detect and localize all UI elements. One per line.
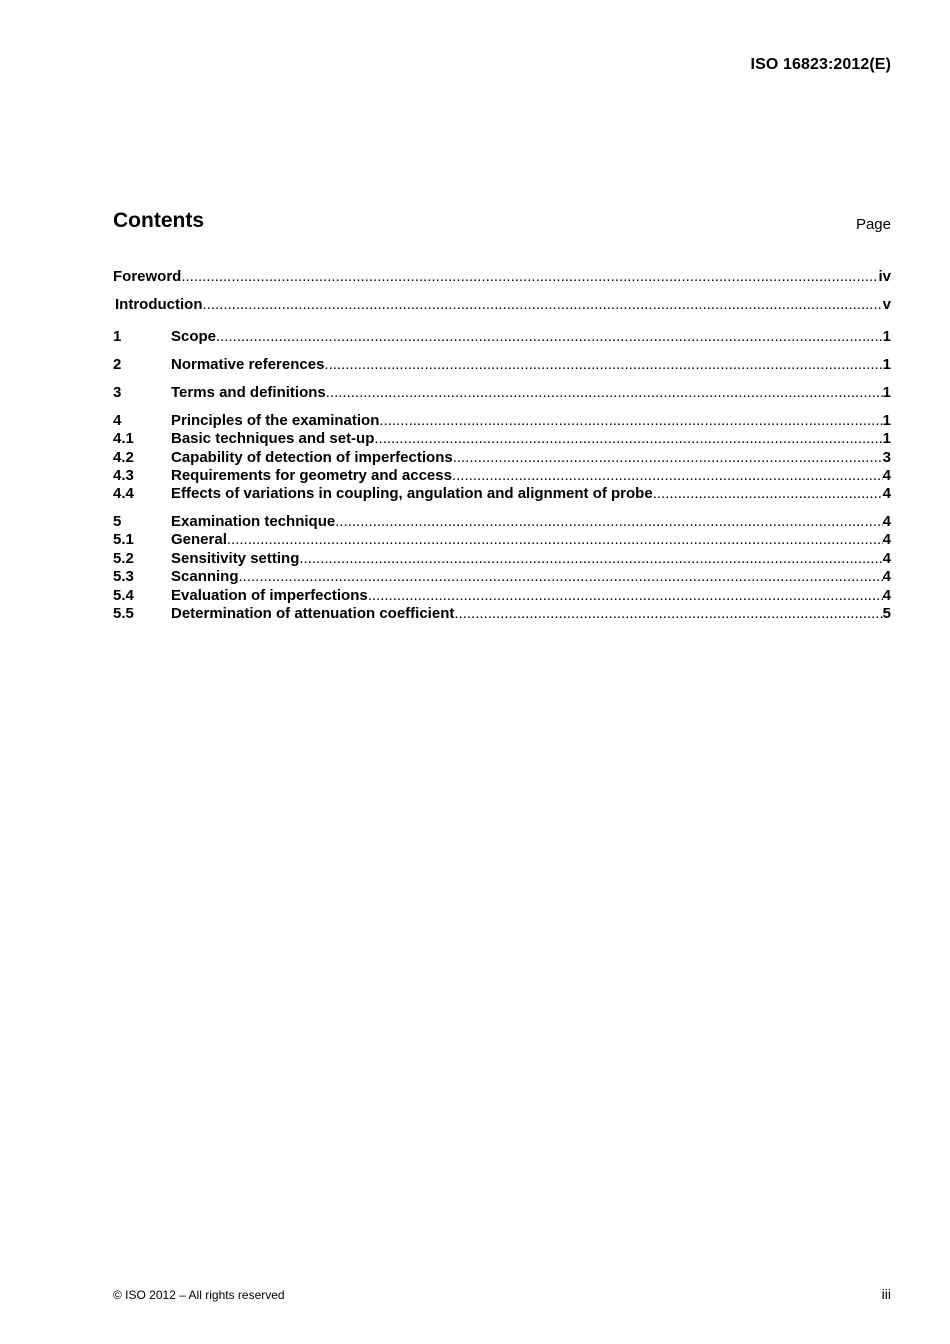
toc-entry-title: Basic techniques and set-up [171, 430, 375, 447]
toc-entry-number: 5.4 [113, 587, 134, 604]
toc-entry-title: Determination of attenuation coefficient [171, 605, 455, 622]
toc-entry-5-1[interactable] [113, 531, 891, 549]
toc-entry-number: 1 [113, 328, 122, 345]
toc-entry-number: 5.2 [113, 550, 134, 567]
toc-dot-leader [335, 513, 882, 531]
toc-entry-title: Foreword [113, 268, 182, 285]
toc-entry-number: 5.5 [113, 605, 134, 622]
toc-entry-number: 5.1 [113, 531, 134, 548]
toc-entry-title: Scanning [171, 568, 239, 585]
page-column-label: Page [855, 216, 891, 233]
toc-dot-leader [326, 384, 883, 402]
toc-entry-number: 4 [113, 412, 122, 429]
toc-entry-title: Requirements for geometry and access [171, 467, 452, 484]
toc-dot-leader [216, 328, 883, 346]
toc-entry-page: 4 [882, 587, 891, 604]
toc-entry-foreword[interactable] [113, 268, 891, 286]
toc-entry-page: 1 [882, 328, 891, 345]
toc-entry-number: 4.3 [113, 467, 134, 484]
page-number: iii [881, 1286, 891, 1302]
copyright-notice: © ISO 2012 – All rights reserved [113, 1288, 285, 1302]
toc-entry-2[interactable] [113, 356, 891, 374]
toc-dot-leader [324, 356, 882, 374]
toc-entry-number: 4.2 [113, 449, 134, 466]
toc-dot-leader [454, 605, 882, 623]
toc-entry-number: 5 [113, 513, 122, 530]
toc-entry-5-4[interactable] [113, 587, 891, 605]
toc-entry-1[interactable] [113, 328, 891, 346]
toc-entry-page: 4 [882, 485, 891, 502]
document-id: ISO 16823:2012(E) [750, 56, 891, 73]
toc-entry-page: v [882, 296, 891, 313]
toc-entry-number: 4.1 [113, 430, 134, 447]
toc-dot-leader [181, 268, 878, 286]
toc-entry-title: Sensitivity setting [171, 550, 300, 567]
toc-entry-page: 4 [882, 531, 891, 548]
toc-entry-number: 4.4 [113, 485, 134, 502]
toc-dot-leader [379, 412, 882, 430]
toc-entry-page: 4 [882, 550, 891, 567]
toc-dot-leader [453, 449, 883, 467]
toc-entry-3[interactable] [113, 384, 891, 402]
toc-dot-leader [239, 568, 883, 586]
toc-entry-title: Normative references [171, 356, 325, 373]
toc-entry-5-2[interactable] [113, 550, 891, 568]
toc-entry-title: Effects of variations in coupling, angulation and alignment of probe [171, 485, 653, 502]
toc-entry-page: 3 [882, 449, 891, 466]
toc-entry-title: Principles of the examination [171, 412, 380, 429]
toc-dot-leader [374, 430, 882, 448]
toc-entry-page: 4 [882, 467, 891, 484]
toc-entry-number: 5.3 [113, 568, 134, 585]
toc-entry-4-3[interactable] [113, 467, 891, 485]
contents-heading: Contents [113, 209, 204, 232]
toc-entry-page: 4 [882, 568, 891, 585]
toc-entry-title: Examination technique [171, 513, 336, 530]
toc-dot-leader [227, 531, 883, 549]
toc-entry-title: Evaluation of imperfections [171, 587, 368, 604]
toc-entry-page: 1 [882, 384, 891, 401]
toc-entry-4-2[interactable] [113, 449, 891, 467]
toc-dot-leader [452, 467, 883, 485]
toc-entry-5[interactable] [113, 513, 891, 531]
toc-entry-4-1[interactable] [113, 430, 891, 448]
toc-entry-number: 3 [113, 384, 122, 401]
toc-entry-4[interactable] [113, 412, 891, 430]
toc-dot-leader [202, 296, 882, 314]
toc-entry-number: 2 [113, 356, 122, 373]
toc-entry-page: 4 [882, 513, 891, 530]
toc-entry-title: Capability of detection of imperfections [171, 449, 453, 466]
toc-entry-5-5[interactable] [113, 605, 891, 623]
toc-entry-introduction[interactable] [115, 296, 891, 314]
toc-entry-4-4[interactable] [113, 485, 891, 503]
toc-entry-page: 1 [882, 356, 891, 373]
toc-entry-page: 1 [882, 430, 891, 447]
toc-entry-title: General [171, 531, 227, 548]
toc-entry-5-3[interactable] [113, 568, 891, 586]
toc-entry-page: iv [878, 268, 891, 285]
toc-entry-page: 5 [882, 605, 891, 622]
toc-entry-title: Introduction [115, 296, 203, 313]
toc-dot-leader [653, 485, 883, 503]
toc-entry-title: Scope [171, 328, 217, 345]
toc-dot-leader [368, 587, 883, 605]
toc-dot-leader [299, 550, 882, 568]
toc-entry-page: 1 [882, 412, 891, 429]
toc-entry-title: Terms and definitions [171, 384, 326, 401]
